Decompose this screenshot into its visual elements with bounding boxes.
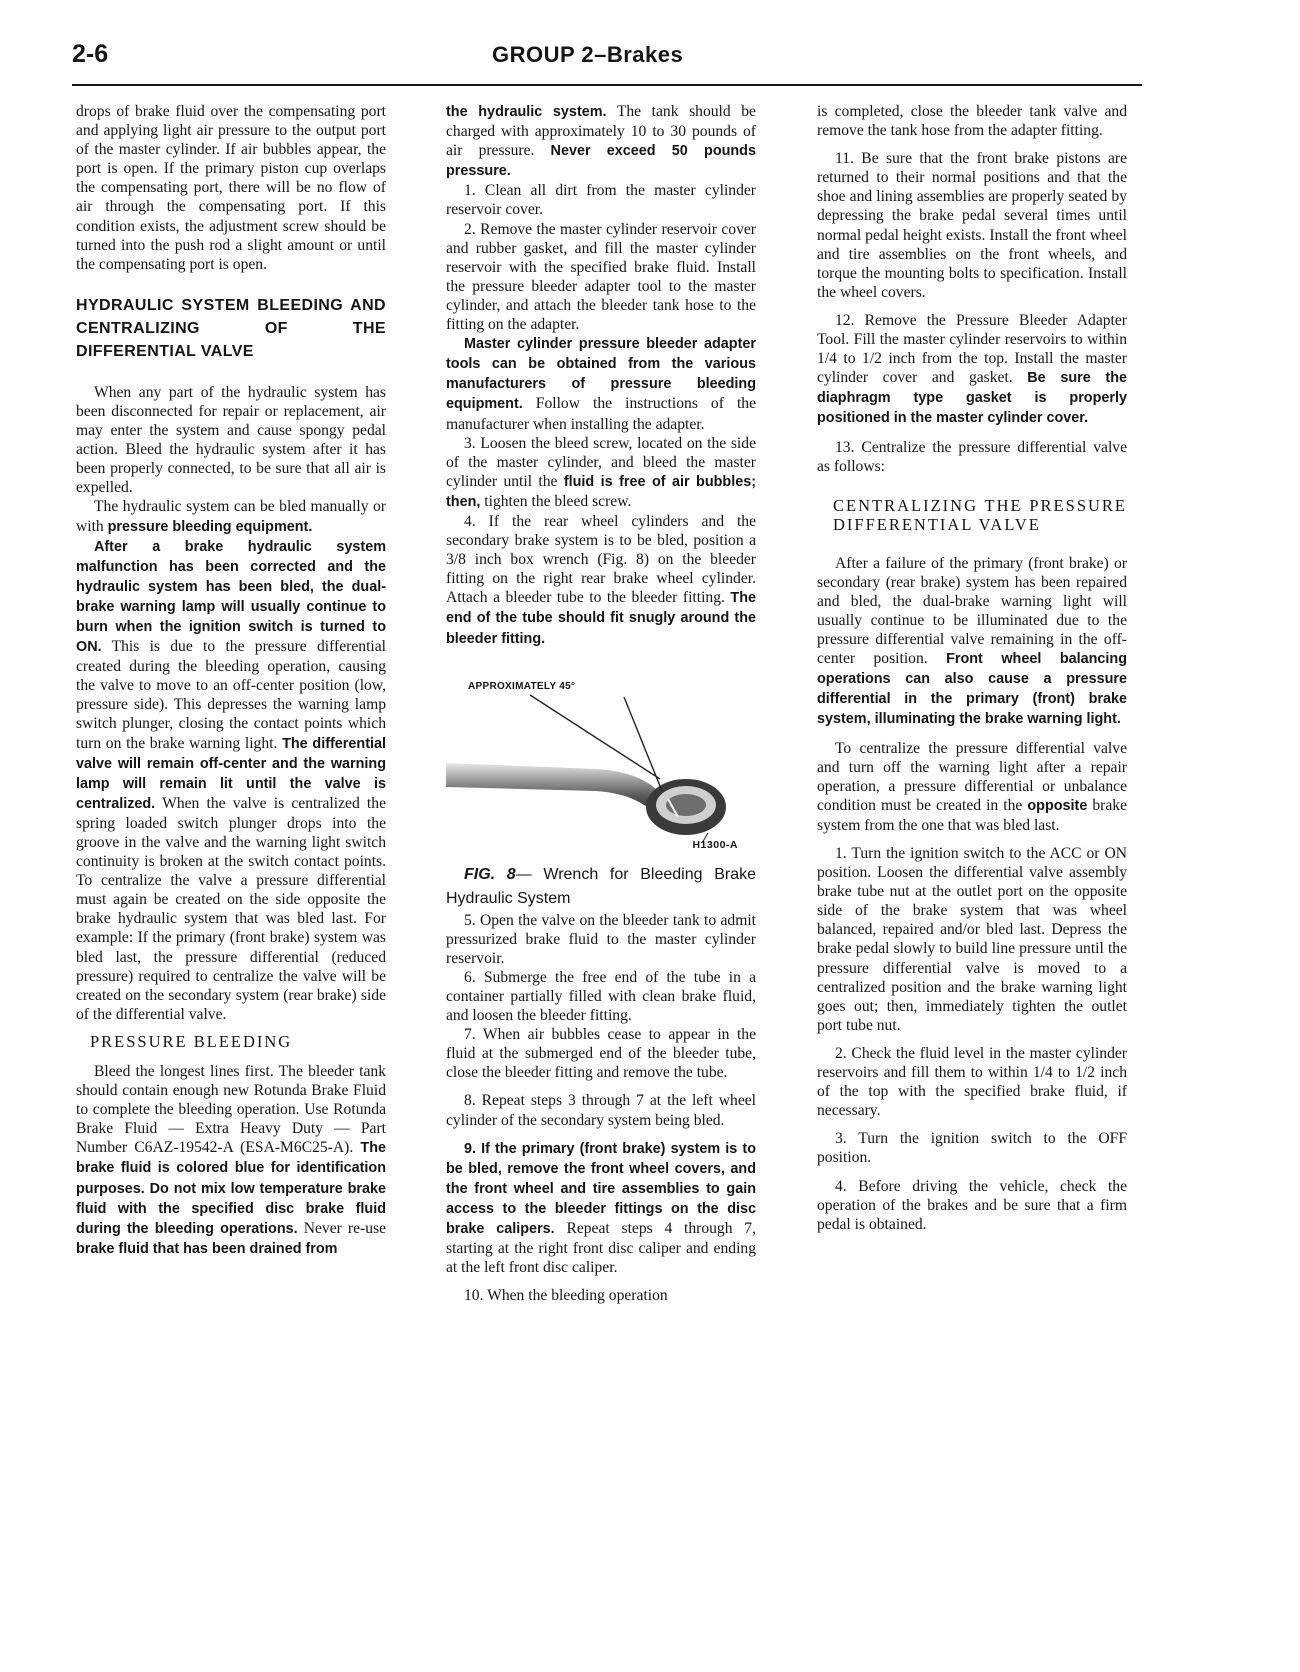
centralize-step-2: 2. Check the fluid level in the master cylinder reservoirs and fill them to within 1/4 to 1/2 inch of the top with the specified brake fluid, if necessary. [817,1044,1127,1120]
step-11: 11. Be sure that the front brake pistons are returned to their normal positions and that the shoe and lining assemblies are properly seated by depressing the brake pedal several times until normal pedal height exists. Install the front wheel and tire assemblies on the front wheels, and torque the mounting bolts to specification. Install the wheel covers. [817,150,1127,301]
paragraph: To centralize the pressure differential valve and turn off the warning light after a repair operation, a pressure differential or unbalance condition must be created in the opposite brake system from the one that was bled last. [817,739,1127,834]
step-5: 5. Open the valve on the bleeder tank to admit pressurized brake fluid to the master cylinder reservoir. [446,911,756,967]
column-3 [817,102,1127,1234]
section-heading: HYDRAULIC SYSTEM BLEEDING AND CENTRALIZING OF THE DIFFERENTIAL VALVE [76,296,386,360]
paragraph: After a failure of the primary (front brake) or secondary (rear brake) system has been repaired and bled, the dual-brake warning light will usually continue to be illuminated due to the pressure differential valve remaining in the off-center position. Front wheel balancing operations can also cause a pressure differential in the primary (front) brake system, illuminating the brake warning light. [817,554,1127,728]
figure-angle-label: APPROXIMATELY 45° [468,680,576,692]
step-9: 9. If the primary (front brake) system is to be bled, remove the front wheel covers, and the front wheel and tire assemblies to gain access to the bleeder fittings on the disc brake calipers. Repeat steps 4 through 7, starting at the right front disc caliper and ending at the left front disc caliper. [446,1140,756,1277]
step-1: 1. Clean all dirt from the master cylinder reservoir cover. [446,182,756,219]
step-6: 6. Submerge the free end of the tube in a container partially filled with clean brake fluid, and loosen the bleeder fitting. [446,968,756,1025]
figure-caption: FIG. 8— Wrench for Bleeding Brake Hydraulic System [446,865,757,907]
page-number: 2-6 [72,40,109,68]
step-2: 2. Remove the master cylinder reservoir cover and rubber gasket, and fill the master cylinder reservoir with the specified brake fluid. Install the pressure bleeder adapter tool to the master cylinder, and attach the bleeder tank hose to the fitting on the adapter. [446,220,756,334]
step-3: 3. Loosen the bleed screw, located on the side of the master cylinder, and bleed the master cylinder until the fluid is free of air bubbles; then, tighten the bleed screw. [446,434,757,510]
step-8: 8. Repeat steps 3 through 7 at the left wheel cylinder of the secondary system being bled. [446,1092,756,1129]
section-heading: CENTRALIZING THE PRESSURE DIFFERENTIAL VALVE [833,495,1127,534]
paragraph: When any part of the hydraulic system has been disconnected for repair or replacement, air may enter the system and cause spongy pedal action. Bleed the hydraulic system after it has been properly connected, to be sure that all air is expelled. [76,383,386,497]
page-header [72,40,1142,86]
wrench-figure [446,667,756,857]
step-7: 7. When air bubbles cease to appear in the fluid at the submerged end of the bleeder tube, close the bleeder fitting and remove the tube. [446,1026,756,1082]
paragraph: The hydraulic system can be bled manually or with pressure bleeding equipment. [76,498,386,535]
centralize-step-1: 1. Turn the ignition switch to the ACC or ON position. Loosen the differential valve assembly brake tube nut at the outlet port on the opposite side of the brake system that was wheel balanced, repaired and/or bled last. Depress the brake pedal slowly to build line pressure until the pressure differential valve is moved to a centralized position and the brake warning light goes out; then, immediately tighten the outlet port tube nut. [817,845,1127,1034]
step-4: 4. If the rear wheel cylinders and the secondary brake system is to be bled, position a 3/8 inch box wrench (Fig. 8) on the bleeder fitting on the right rear brake wheel cylinder. Attach a bleeder tube to the bleeder fitting. The end of the tube should fit snugly around the bleeder fitting. [446,512,756,647]
column-2 [446,102,756,1305]
note: Master cylinder pressure bleeder adapter tools can be obtained from the various manufacturers of pressure bleeding equipment. Follow the instructions of the manufacturer when installing the adapter. [446,336,756,433]
paragraph: After a brake hydraulic system malfunction has been corrected and the hydraulic system has been bled, the dual-brake warning lamp will usually continue to burn when the ignition switch is turned to ON. This is due to the pressure differential created during the bleeding operation, causing the valve to move to an off-center position (low, pressure side). This depresses the warning lamp switch plunger, closing the contact points which turn on the brake warning light. The differential valve will remain off-center and the warning lamp will remain lit until the valve is centralized. When the valve is centralized the spring loaded switch plunger drops into the groove in the valve and the warning light switch continuity is broken at the switch contact points. To centralize the valve a pressure differential must again be created on the side opposite the brake hydraulic system that was bled last. For example: If the primary (front brake) system was bled last, the pressure differential (reduced pressure) required to centralize the valve will be created on the secondary system (rear brake) side of the differential valve. [76,538,386,1023]
step-13: 13. Centralize the pressure differential valve as follows: [817,438,1127,475]
subsection-heading: PRESSURE BLEEDING [90,1031,293,1051]
box-wrench-illustration [446,667,756,857]
paragraph: the hydraulic system. The tank should be charged with approximately 10 to 30 pounds of air pressure. Never exceed 50 pounds pressure. [446,103,756,180]
paragraph: is completed, close the bleeder tank valve and remove the tank hose from the adapter fitting. [817,103,1127,140]
step-12: 12. Remove the Pressure Bleeder Adapter Tool. Fill the master cylinder reservoirs to within 1/4 to 1/2 inch from the top. Install the master cylinder cover and gasket. Be sure the diaphragm type gasket is properly positioned in the master cylinder cover. [817,311,1127,427]
centralize-step-3: 3. Turn the ignition switch to the OFF position. [817,1130,1127,1167]
paragraph: drops of brake fluid over the compensating port and applying light air pressure to the output port of the master cylinder. If air bubbles appear, the port is open. If the primary piston cup overlaps the compensating port, there will be no flow of air through the compensating port. If this condition exists, the adjustment screw should be turned into the push rod a slight amount or until the compensating port is open. [76,103,386,273]
step-10: 10. When the bleeding operation [464,1287,668,1305]
figure-code: H1300-A [692,838,738,851]
centralize-step-4: 4. Before driving the vehicle, check the operation of the brakes and be sure that a firm pedal is obtained. [817,1177,1127,1233]
column-1 [76,102,386,1259]
group-title: GROUP 2–Brakes [492,42,684,67]
paragraph: Bleed the longest lines first. The bleeder tank should contain enough new Rotunda Brake Fluid to complete the bleeding operation. Use Rotunda Brake Fluid — Extra Heavy Duty — Part Number C6AZ-19542-A (ESA-M6C25-A). The brake fluid is colored blue for identification purposes. Do not mix low temperature brake fluid with the specified disc brake fluid during the bleeding operations. Never re-use brake fluid that has been drained from [76,1062,386,1257]
